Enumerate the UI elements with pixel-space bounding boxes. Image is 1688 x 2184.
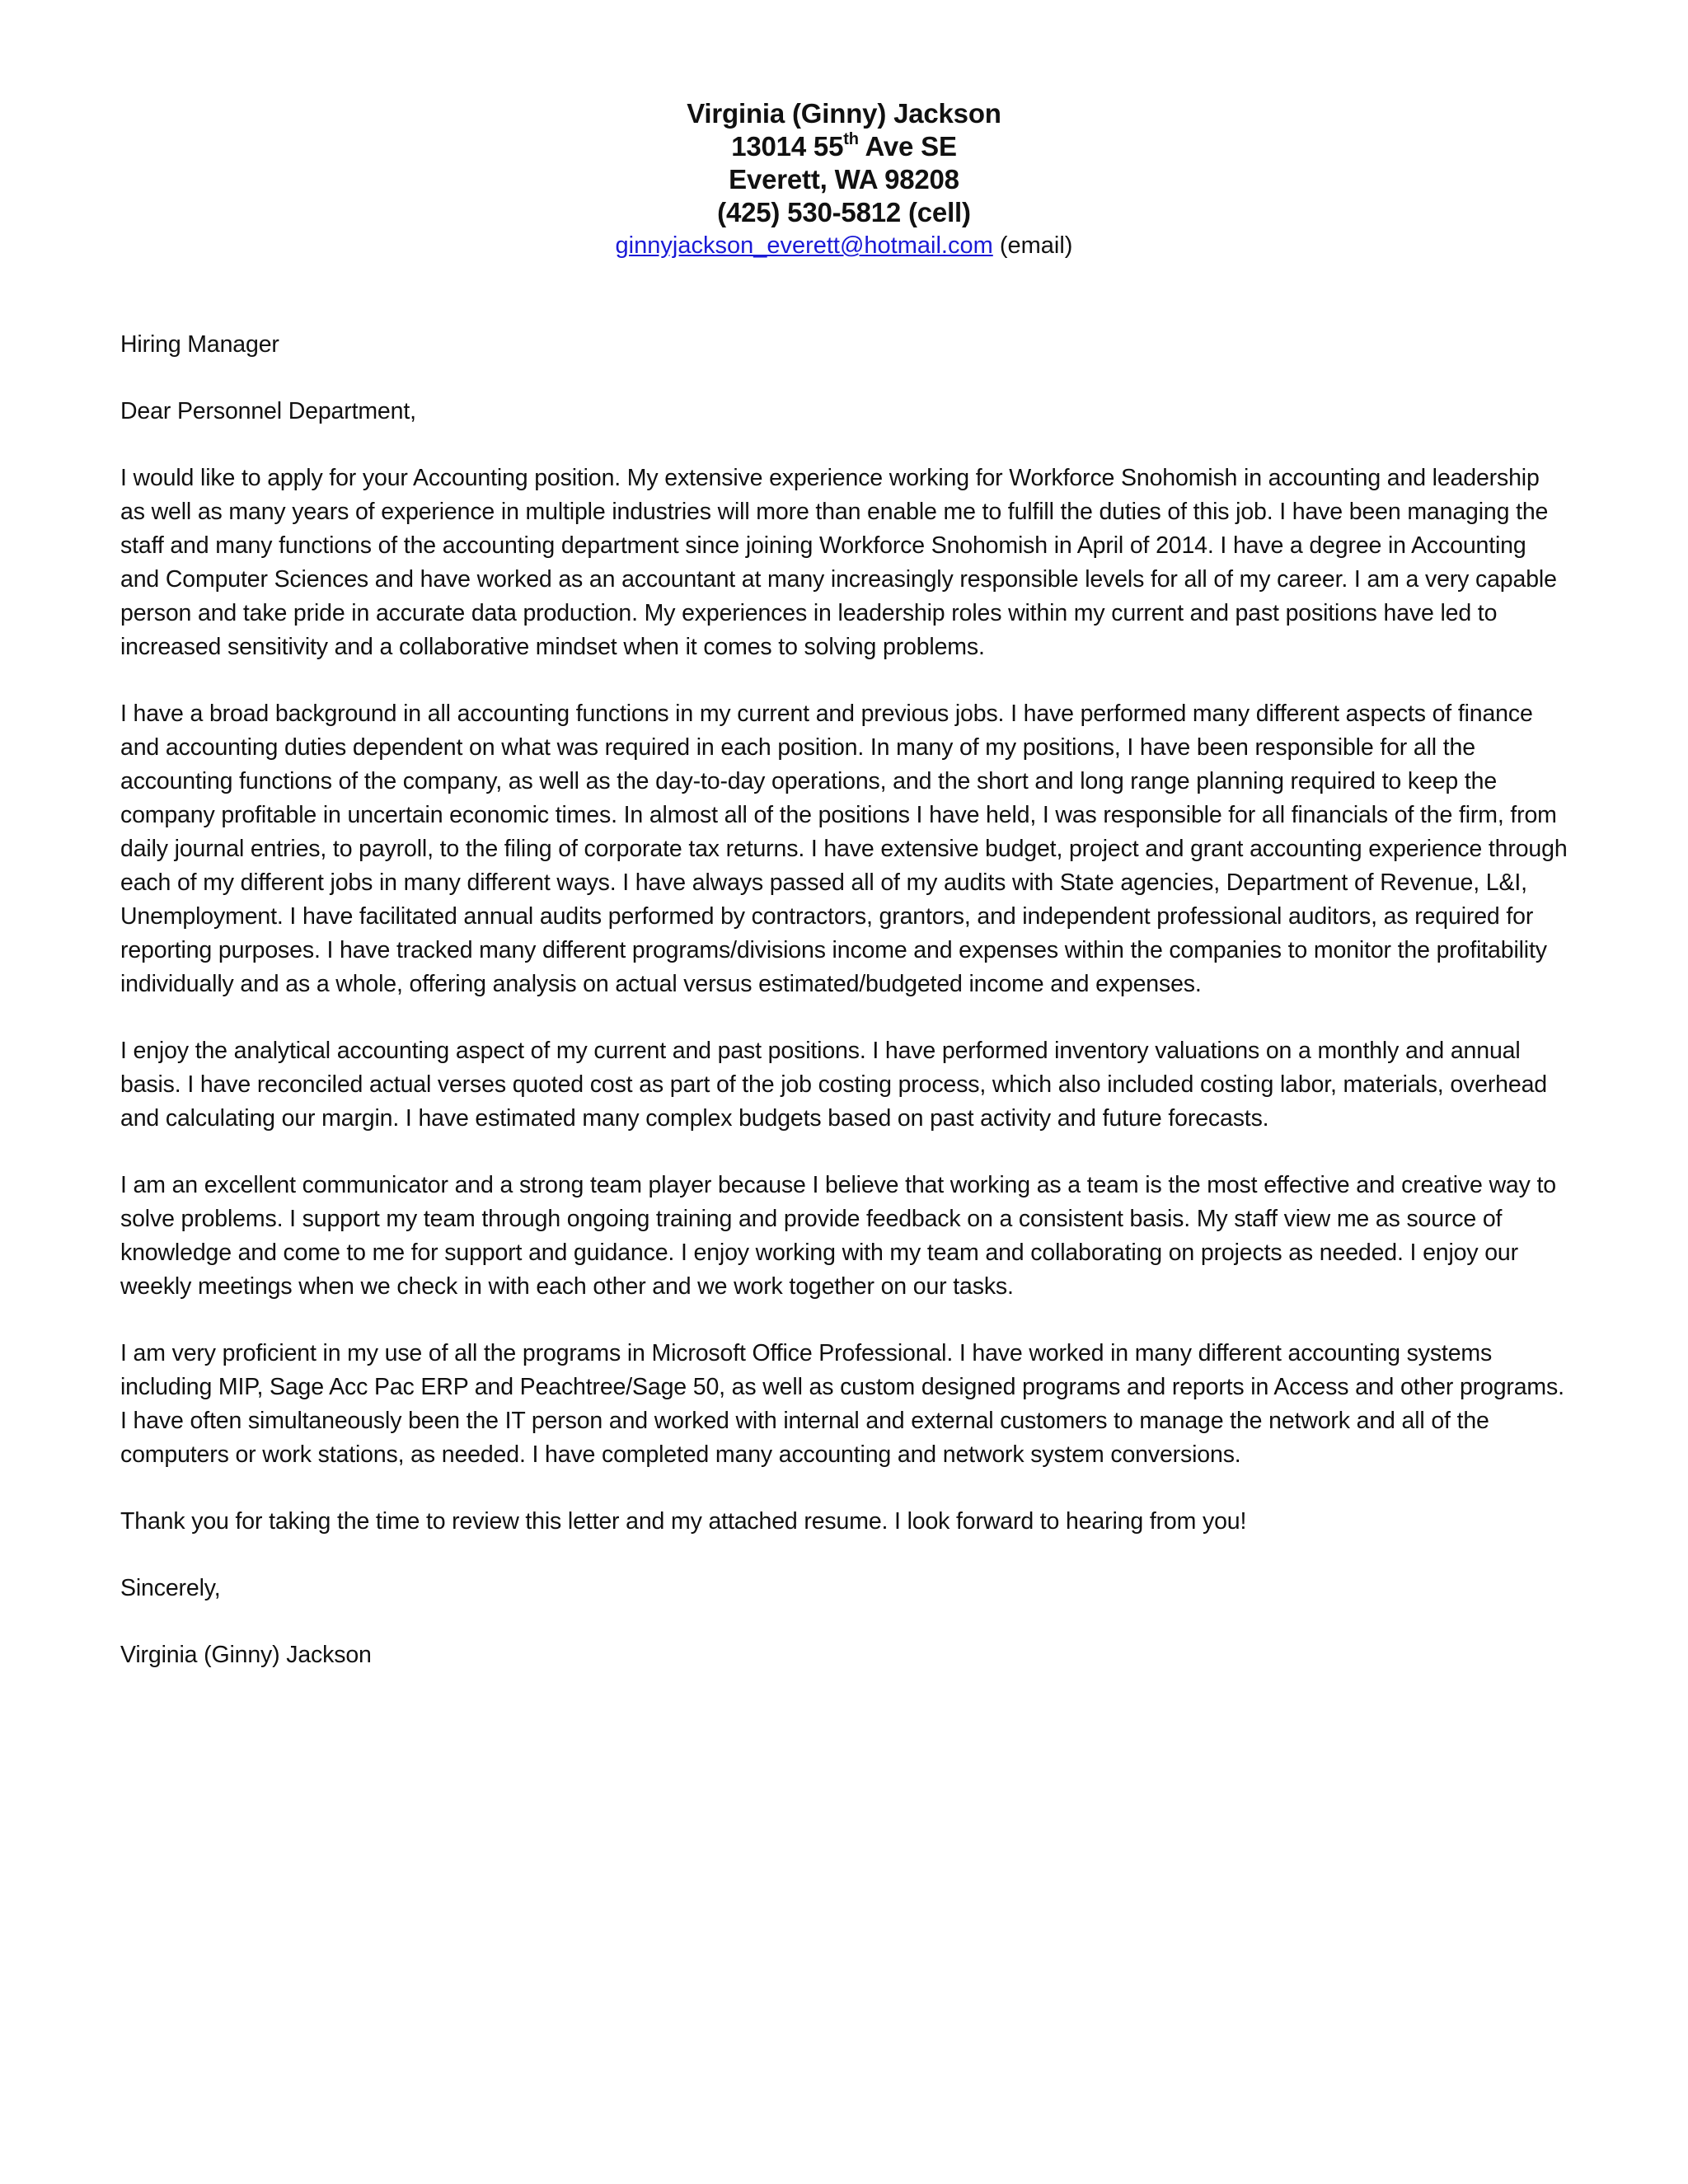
sender-email-line	[120, 229, 1568, 262]
signature: Virginia (Ginny) Jackson	[120, 1642, 372, 1668]
recipient: Hiring Manager	[120, 331, 279, 358]
sender-city: Everett, WA 98208	[729, 164, 959, 194]
paragraph-4: I am an excellent communicator and a strong team player because I believe that working as a team is the most effective and creative way to solve problems. I support my team through ongoing training and provide feedback on a consistent basis. My staff view me as source of knowledge and come to me for support and guidance. I enjoy working with my team and collaborating on projects as needed. I enjoy our weekly meetings when we check in with each other and we work together on our tasks.	[120, 1172, 1556, 1300]
salutation: Dear Personnel Department,	[120, 398, 416, 424]
street-suffix: th	[843, 130, 859, 148]
signoff: Sincerely,	[120, 1575, 221, 1601]
street-number: 13014 55	[731, 131, 844, 162]
sender-street	[120, 130, 1568, 163]
paragraph-1: I would like to apply for your Accounting position. My extensive experience working for Workforce Snohomish in accounting and leadership as well as many years of experience in multiple industries will more than enable me to fulfill the duties of this job. I have been managing the staff and many functions of the accounting department since joining Workforce Snohomish in April of 2014. I have a degree in Accounting and Computer Sciences and have worked as an accountant at many increasingly responsible levels for all of my career. I am a very capable person and take pride in accurate data production. My experiences in leadership roles within my current and past positions have led to increased sensitivity and a collaborative mindset when it comes to solving problems.	[120, 465, 1557, 660]
sender-phone: (425) 530-5812 (cell)	[717, 197, 971, 227]
email-link[interactable]: ginnyjackson_everett@hotmail.com	[615, 232, 993, 259]
sender-name: Virginia (Ginny) Jackson	[687, 98, 1001, 129]
closing-line: Thank you for taking the time to review this letter and my attached resume. I look forward to hearing from you!	[120, 1508, 1247, 1535]
letterhead	[120, 97, 1568, 229]
street-rest: Ave SE	[858, 131, 957, 162]
paragraph-5: I am very proficient in my use of all the programs in Microsoft Office Professional. I have worked in many different accounting systems including MIP, Sage Acc Pac ERP and Peachtree/Sage 50, as well as custom designed programs and reports in Access and other programs. I have often simultaneously been the IT person and worked with internal and external customers to manage the network and all of the computers or work stations, as needed. I have completed many accounting and network system conversions.	[120, 1340, 1564, 1468]
paragraph-2: I have a broad background in all accounting functions in my current and previous jobs. I have performed many different aspects of finance and accounting duties dependent on what was required in each position. In many of my positions, I have been responsible for all the accounting functions of the company, as well as the day-to-day operations, and the short and long range planning required to keep the company profitable in uncertain economic times. In almost all of the positions I have held, I was responsible for all financials of the firm, from daily journal entries, to payroll, to the filing of corporate tax returns. I have extensive budget, project and grant accounting experience through each of my different jobs in many different ways. I have always passed all of my audits with State agencies, Department of Revenue, L&I, Unemployment. I have facilitated annual audits performed by contractors, grantors, and independent professional auditors, as required for reporting purposes. I have tracked many different programs/divisions income and expenses within the companies to monitor the profitability individually and as a whole, offering analysis on actual versus estimated/budgeted income and expenses.	[120, 701, 1568, 997]
letter-body	[120, 328, 1568, 1672]
email-tag: (email)	[992, 232, 1073, 259]
paragraph-3: I enjoy the analytical accounting aspect of my current and past positions. I have performed inventory valuations on a monthly and annual basis. I have reconciled actual verses quoted cost as part of the job costing process, which also included costing labor, materials, overhead and calculating our margin. I have estimated many complex budgets based on past activity and future forecasts.	[120, 1038, 1547, 1132]
